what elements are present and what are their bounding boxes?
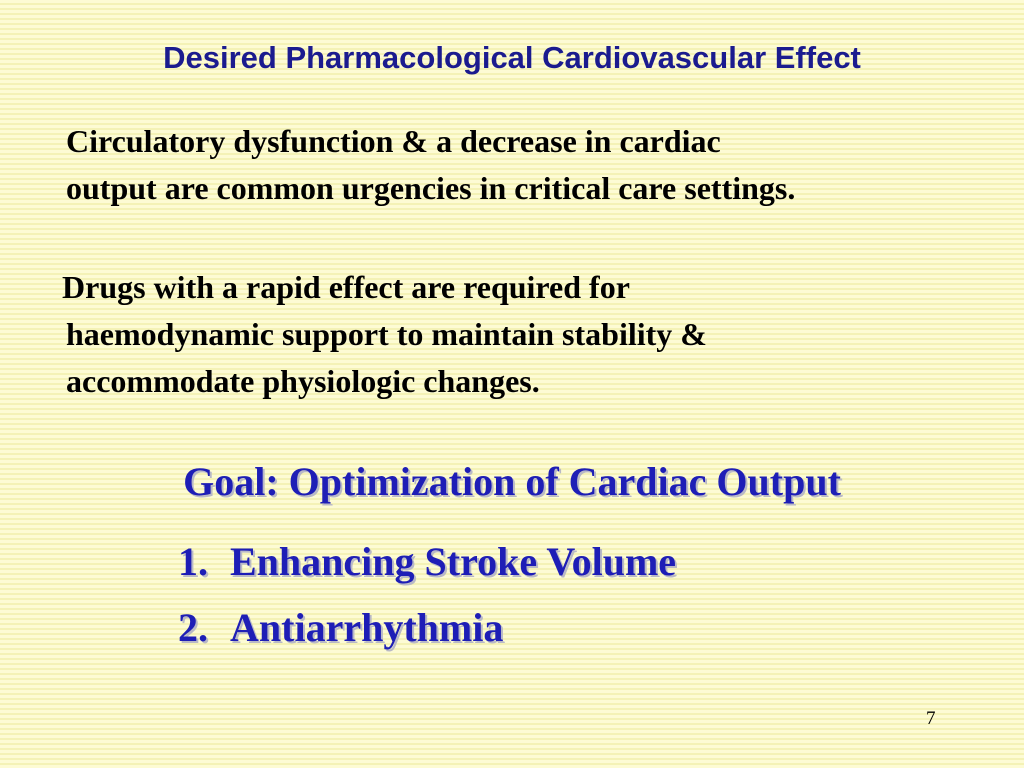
goal-list-item [178,538,676,604]
paragraph-line: accommodate physiologic changes. [66,363,540,399]
page-number: 7 [926,708,936,729]
paragraph-line: Circulatory dysfunction & a decrease in cardiac [66,123,721,159]
list-item-number: 2. [178,605,208,650]
paragraph-line: Drugs with a rapid effect are required for [62,269,630,305]
slide-title: Desired Pharmacological Cardiovascular Effect [163,40,861,75]
list-item-text: Antiarrhythmia [230,605,504,650]
goal-heading: Goal: Optimization of Cardiac Output [183,459,841,504]
list-item-text: Enhancing Stroke Volume [230,539,677,584]
paragraph-line: haemodynamic support to maintain stability & [66,316,707,352]
paragraph-circulatory-dysfunction [66,118,996,212]
paragraph-line: output are common urgencies in critical care settings. [66,170,796,206]
paragraph-rapid-effect-drugs [62,264,992,405]
goal-list [178,538,676,670]
list-item-number: 1. [178,539,208,584]
goal-list-item [178,604,676,670]
